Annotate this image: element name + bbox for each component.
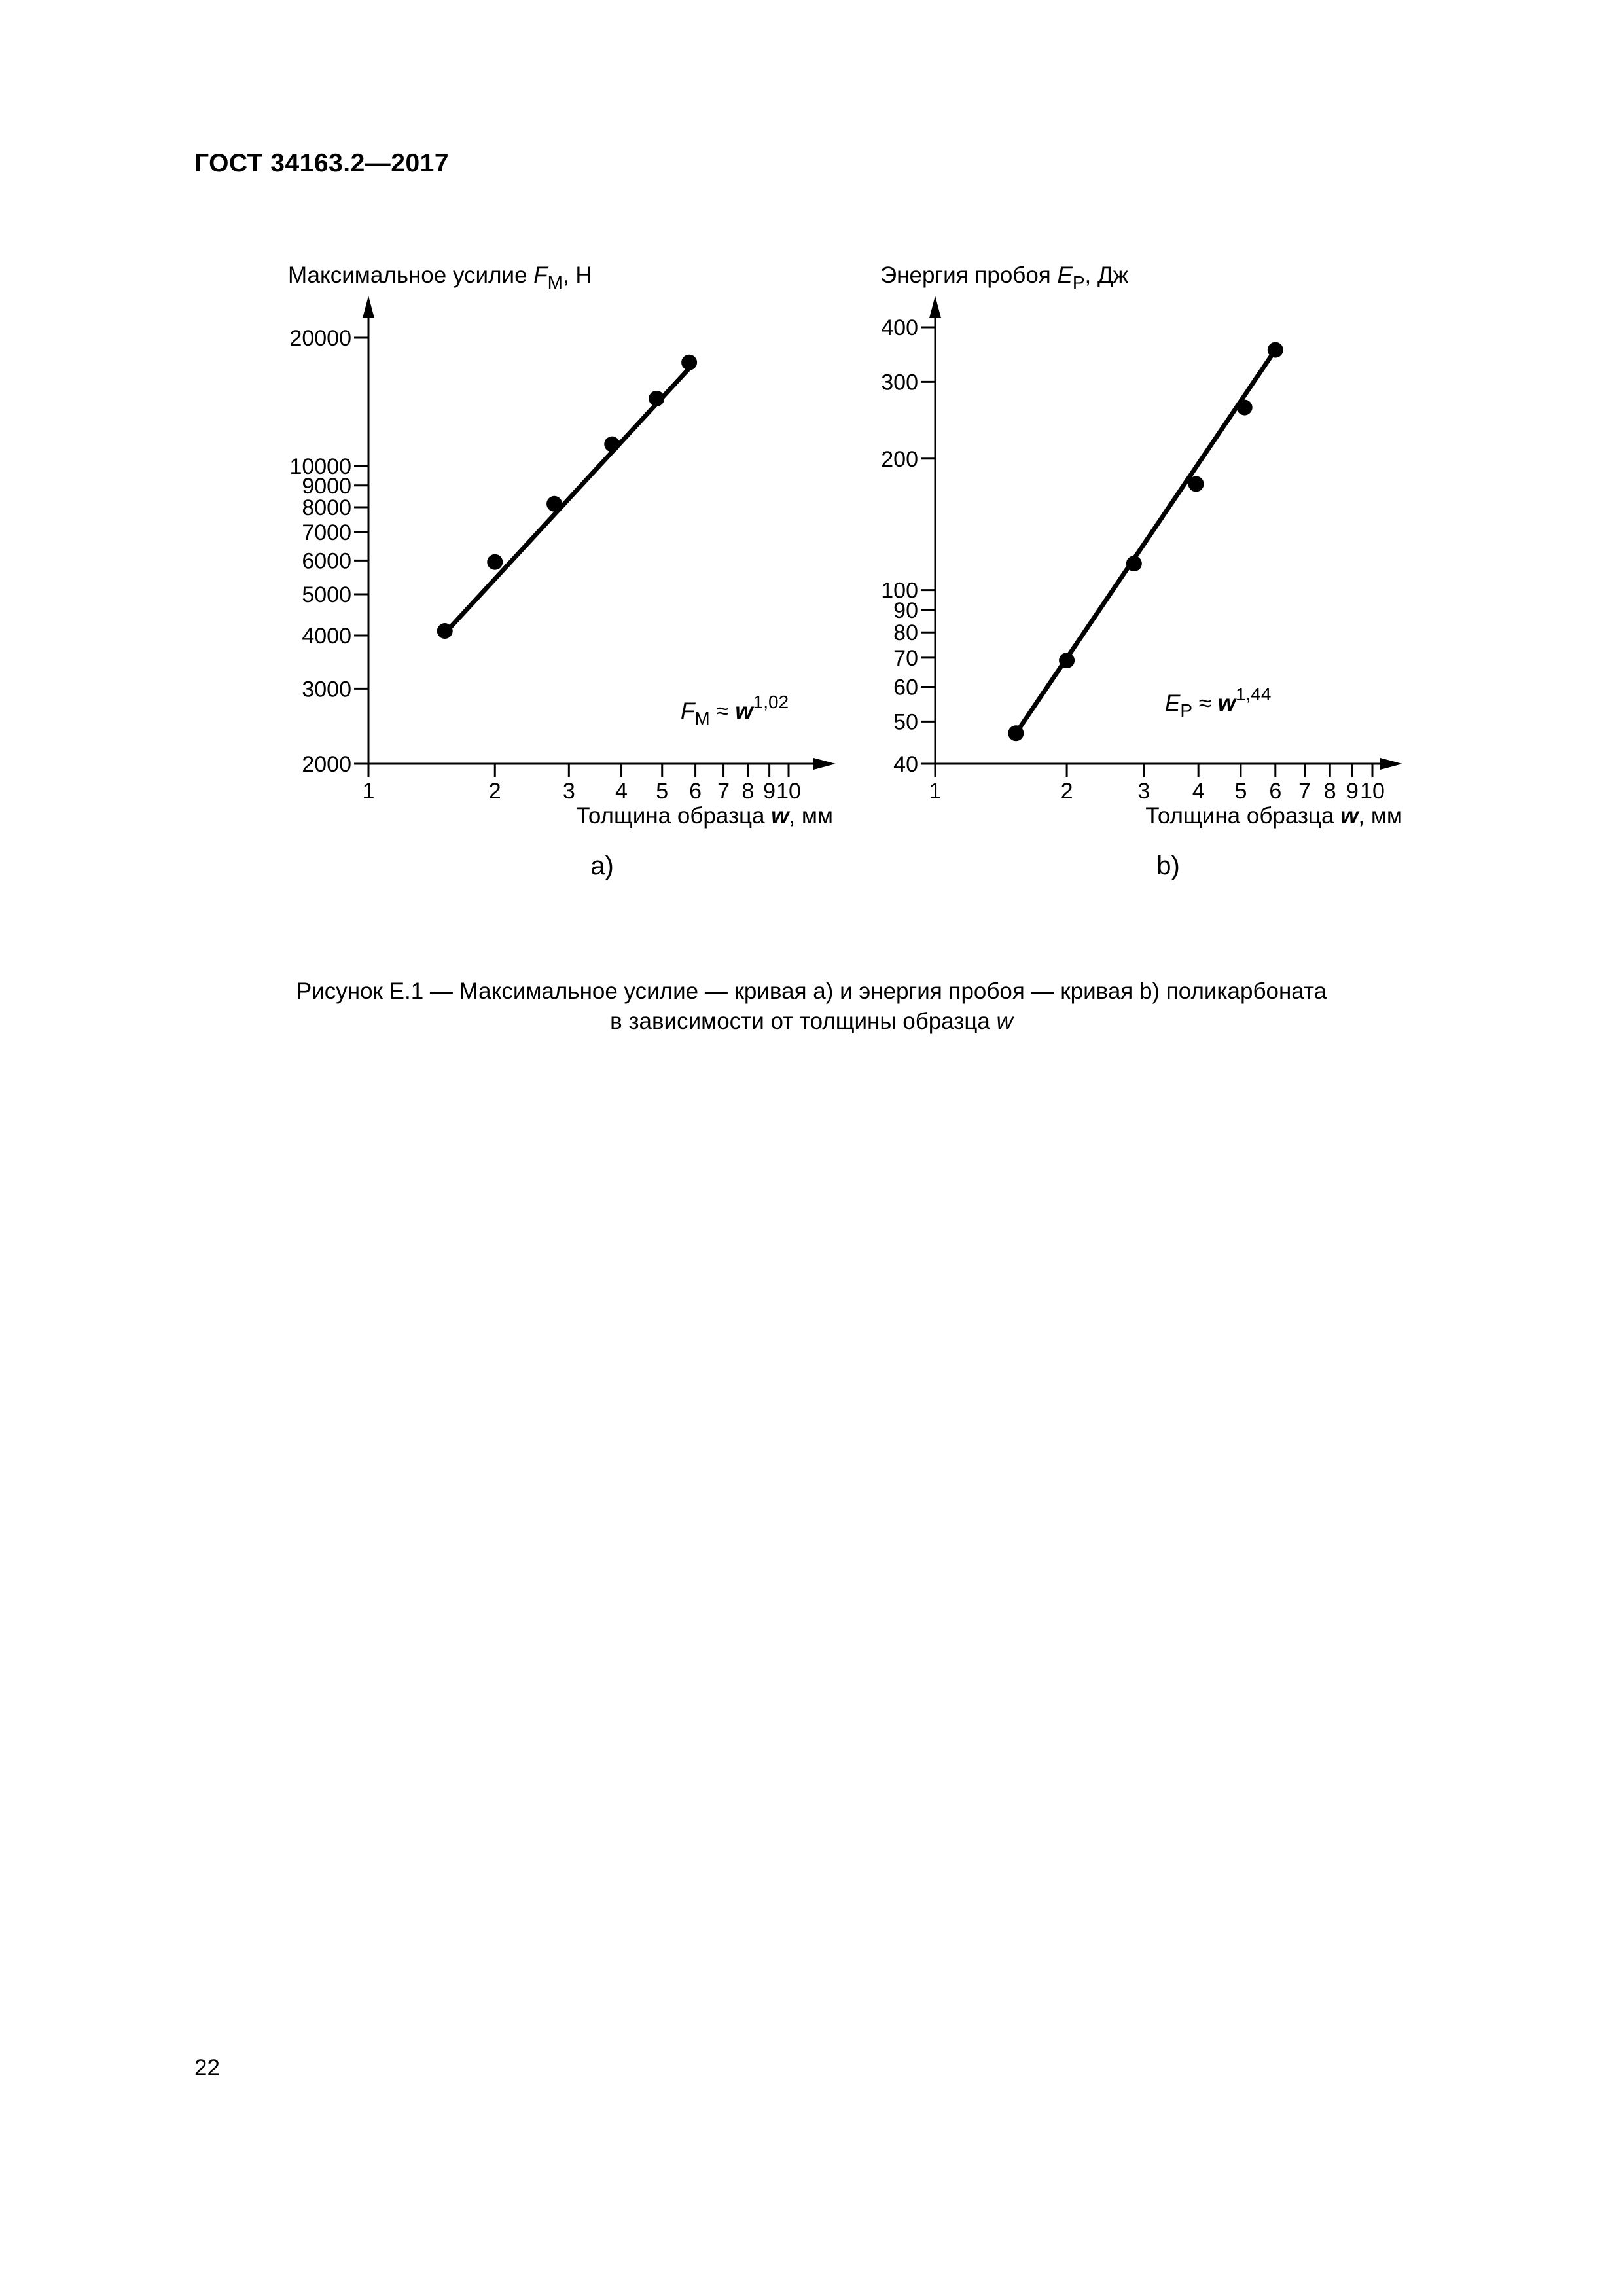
- x-axis-label: [1145, 803, 1402, 829]
- y-tick-label: 80: [893, 620, 918, 646]
- document-header: ГОСТ 34163.2—2017: [194, 149, 450, 177]
- data-point: [437, 623, 453, 639]
- x-tick-label: 8: [1323, 779, 1336, 804]
- annotation-var: F: [681, 698, 695, 724]
- annotation-approx: ≈: [1192, 691, 1218, 716]
- data-point: [487, 554, 503, 570]
- x-tick-label: 8: [741, 779, 755, 804]
- y-tick-label: 50: [893, 709, 918, 735]
- x-tick-label: 3: [1137, 779, 1150, 804]
- data-point: [1059, 653, 1075, 668]
- x-tick-label: 3: [562, 779, 575, 804]
- x-axis-label-unit: , мм: [789, 803, 833, 829]
- x-tick-label: 2: [1060, 779, 1073, 804]
- caption-variable: w: [996, 1009, 1013, 1034]
- y-tick-label: 300: [881, 370, 918, 395]
- data-point: [1268, 342, 1283, 358]
- x-tick-label: 7: [1298, 779, 1311, 804]
- y-axis-label-unit: , Н: [562, 262, 592, 288]
- data-point: [1237, 400, 1253, 416]
- y-axis-label-text: Максимальное усилие: [288, 262, 534, 288]
- data-point: [681, 355, 697, 370]
- y-tick-label: 4000: [302, 624, 351, 649]
- data-point: [604, 437, 620, 452]
- y-tick-label: 10000: [289, 454, 351, 479]
- y-tick-label: 60: [893, 675, 918, 700]
- annotation-exponent: 1,44: [1235, 684, 1272, 704]
- x-axis-arrow: [1380, 758, 1402, 770]
- y-tick-label: 3000: [302, 677, 351, 702]
- annotation-exponent: 1,02: [753, 692, 789, 712]
- x-tick-label: 7: [717, 779, 730, 804]
- panel-label: b): [1156, 852, 1180, 880]
- fit-annotation: [1165, 684, 1271, 721]
- fit-line: [1016, 350, 1275, 734]
- annotation-base: w: [735, 698, 753, 724]
- y-axis-arrow: [929, 296, 941, 318]
- figure-caption: [157, 977, 1466, 1037]
- x-tick-label: 10: [1360, 779, 1385, 804]
- x-tick-label: 6: [689, 779, 702, 804]
- x-tick-label: 6: [1269, 779, 1282, 804]
- x-tick-label: 10: [776, 779, 801, 804]
- x-tick-label: 5: [656, 779, 669, 804]
- page-number: 22: [194, 2055, 220, 2081]
- annotation-var: E: [1165, 691, 1181, 716]
- y-axis-label: [880, 262, 1129, 293]
- y-tick-label: 40: [893, 752, 918, 777]
- x-tick-label: 2: [488, 779, 501, 804]
- y-axis-label-sub: M: [547, 272, 563, 293]
- x-axis-label-var: w: [1340, 803, 1359, 829]
- y-tick-label: 7000: [302, 520, 351, 545]
- fit-annotation: [681, 692, 789, 728]
- chart-a: [288, 262, 836, 880]
- x-tick-label: 4: [1192, 779, 1205, 804]
- y-axis-label-var: F: [533, 262, 548, 288]
- y-tick-label: 9000: [302, 473, 351, 499]
- chart-b: [880, 262, 1402, 880]
- annotation-base: w: [1217, 691, 1236, 716]
- x-axis-arrow: [813, 758, 836, 770]
- y-tick-label: 5000: [302, 582, 351, 607]
- figure-charts: [0, 0, 1623, 956]
- x-tick-label: 1: [929, 779, 942, 804]
- caption-line-1: Рисунок Е.1 — Максимальное усилие — кривая a) и энергия пробоя — кривая b) поликарбоната: [296, 978, 1327, 1004]
- annotation-approx: ≈: [709, 698, 736, 724]
- annotation-sub: P: [1180, 700, 1193, 721]
- x-axis-label: [576, 803, 833, 829]
- x-axis-label-text: Толщина образца: [1145, 803, 1341, 829]
- data-point: [546, 496, 562, 512]
- data-point: [1188, 476, 1204, 492]
- panel-label: a): [590, 852, 614, 880]
- y-tick-label: 8000: [302, 495, 351, 521]
- x-tick-label: 5: [1234, 779, 1247, 804]
- x-tick-label: 1: [362, 779, 375, 804]
- y-axis-arrow: [363, 296, 374, 318]
- y-tick-label: 400: [881, 315, 918, 340]
- x-tick-label: 9: [763, 779, 776, 804]
- y-tick-label: 100: [881, 578, 918, 603]
- x-axis-label-text: Толщина образца: [576, 803, 772, 829]
- y-tick-label: 2000: [302, 752, 351, 777]
- y-axis-label-unit: , Дж: [1084, 262, 1129, 288]
- y-tick-label: 200: [881, 446, 918, 472]
- data-point: [1126, 556, 1142, 571]
- data-point: [1008, 725, 1024, 741]
- annotation-sub: M: [694, 708, 710, 728]
- y-axis-label: [288, 262, 592, 293]
- y-tick-label: 20000: [289, 326, 351, 351]
- y-axis-label-text: Энергия пробоя: [880, 262, 1058, 288]
- caption-line-2: [157, 1007, 1466, 1037]
- y-tick-label: 6000: [302, 548, 351, 574]
- y-axis-label-var: E: [1057, 262, 1073, 288]
- y-tick-label: 70: [893, 645, 918, 671]
- y-axis-label-sub: P: [1072, 272, 1085, 293]
- x-axis-label-var: w: [771, 803, 789, 829]
- caption-line-2-text: в зависимости от толщины образца: [610, 1009, 997, 1034]
- x-tick-label: 9: [1346, 779, 1359, 804]
- y-tick-label: 90: [893, 598, 918, 624]
- data-point: [649, 391, 664, 406]
- x-axis-label-unit: , мм: [1358, 803, 1402, 829]
- x-tick-label: 4: [615, 779, 628, 804]
